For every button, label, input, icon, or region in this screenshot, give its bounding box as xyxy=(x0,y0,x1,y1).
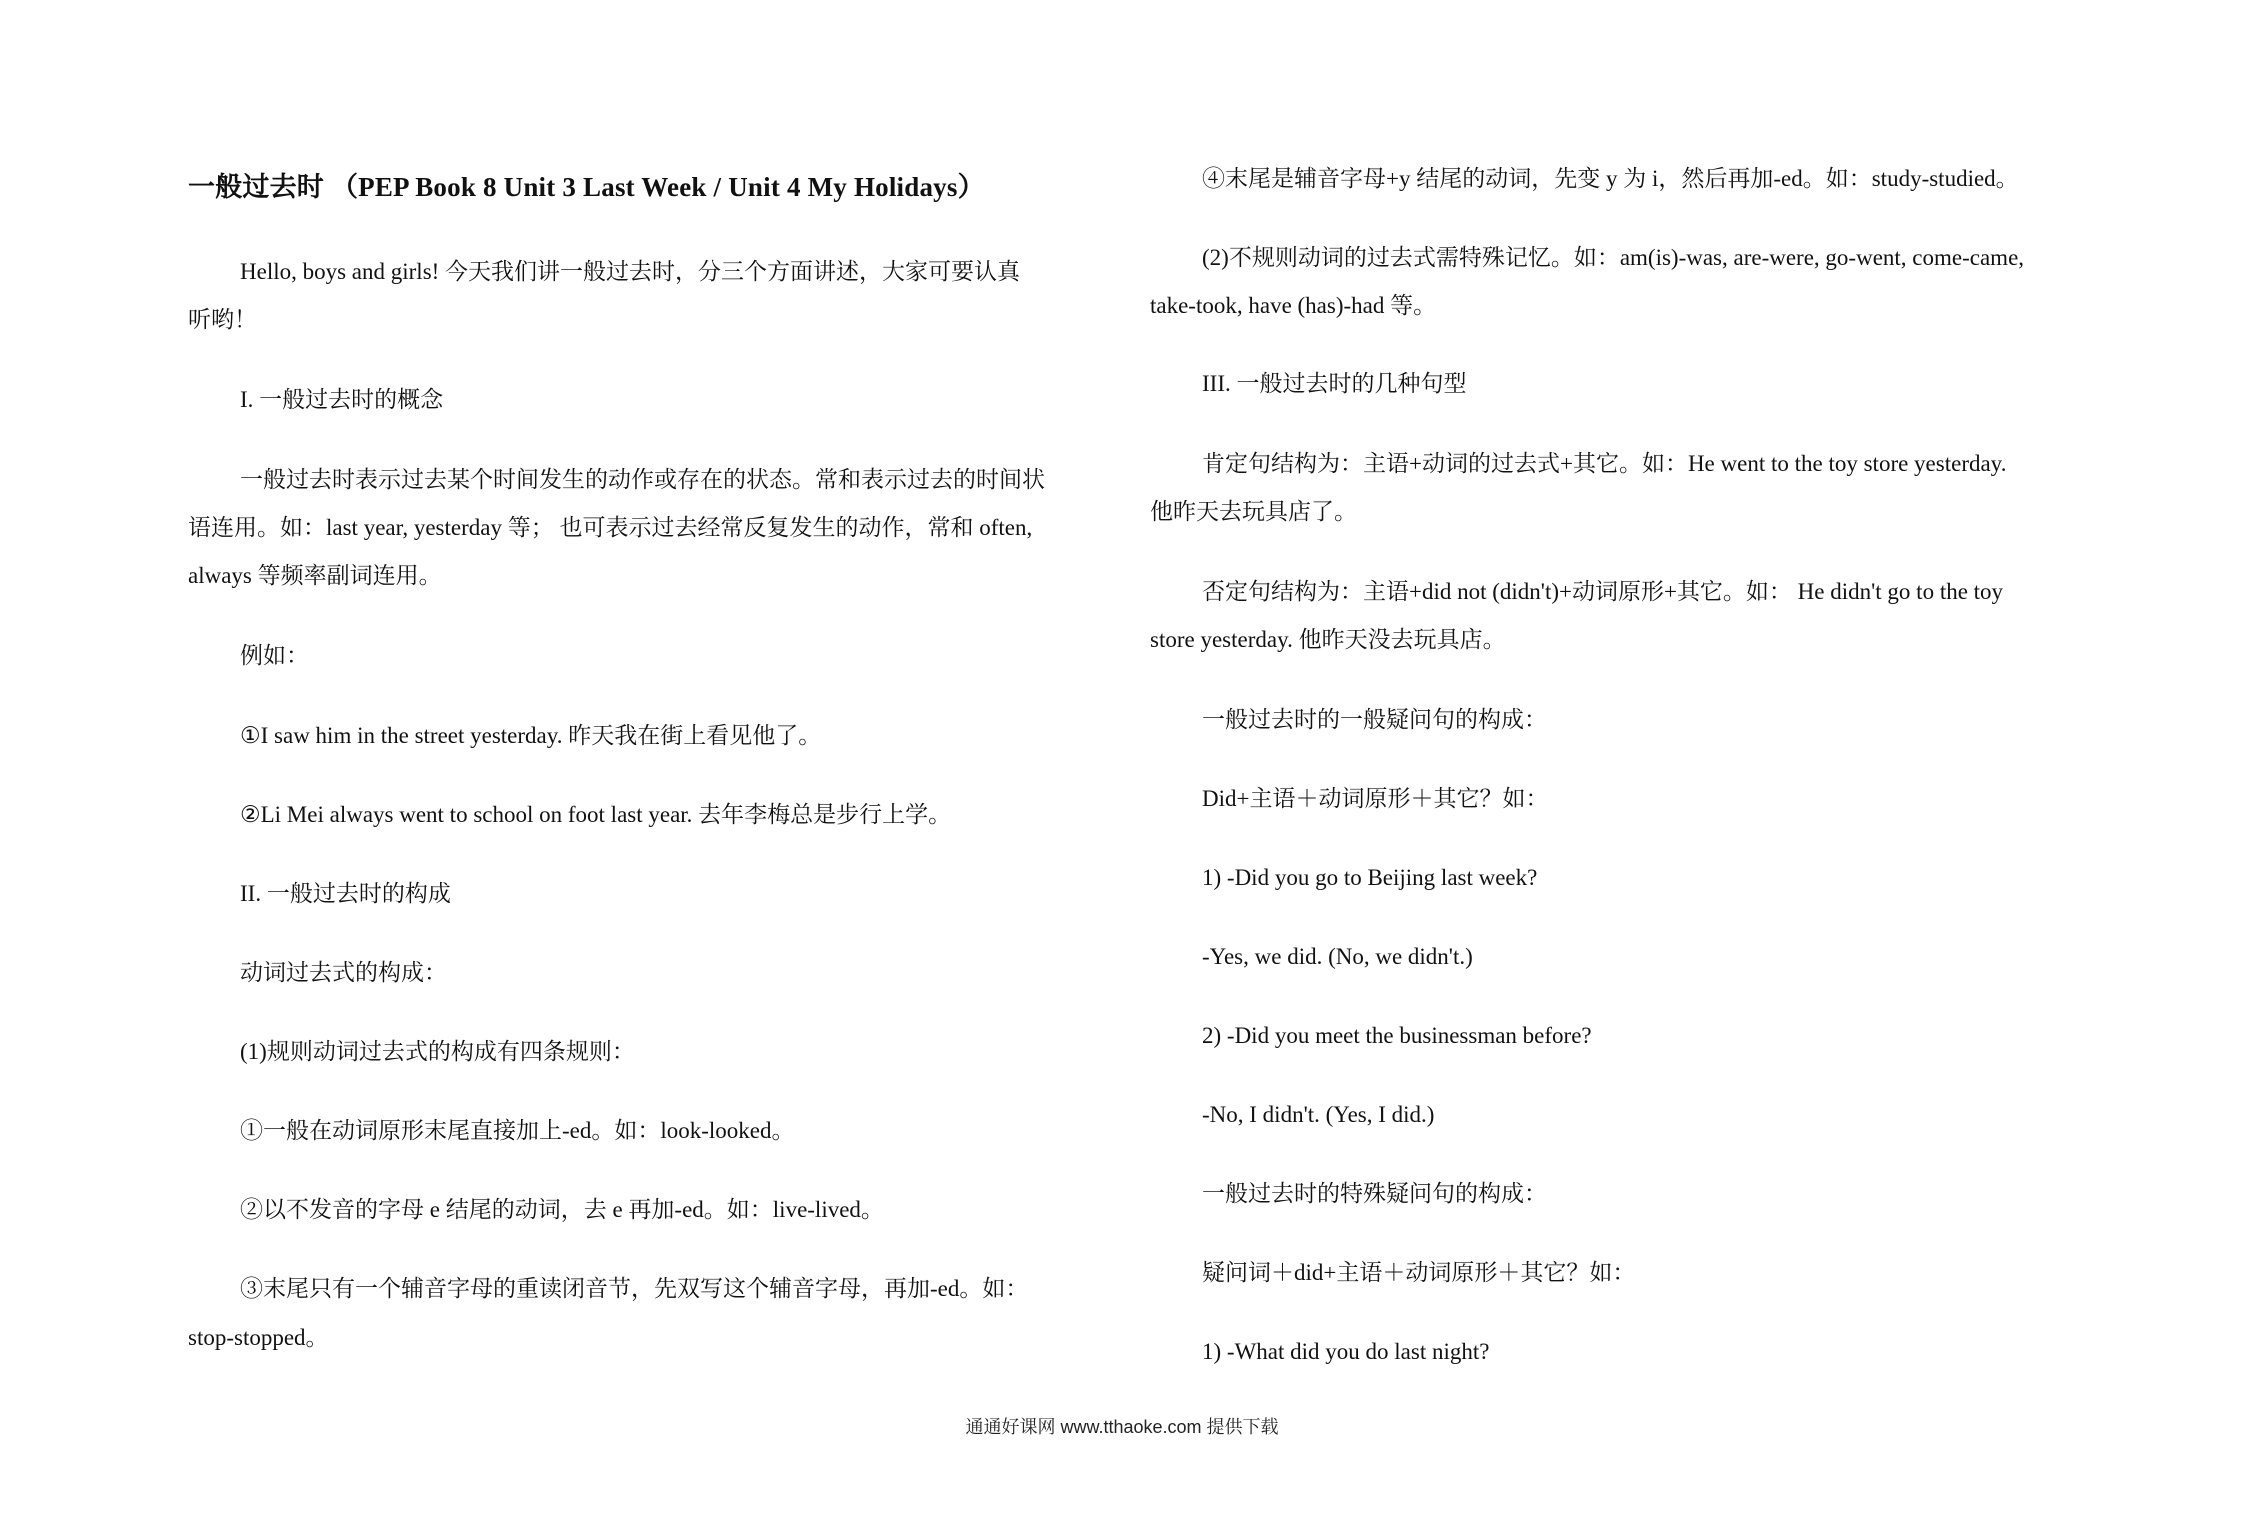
special-question-formula: 疑问词＋did+主语＋动词原形＋其它？如： xyxy=(1202,1260,1636,1285)
rule-3-line-1: ③末尾只有一个辅音字母的重读闭音节，先双写这个辅音字母，再加-ed。如： xyxy=(240,1276,1029,1301)
page-title: 一般过去时 （PEP Book 8 Unit 3 Last Week / Unit 4 My Holidays） xyxy=(188,172,985,202)
general-question-heading: 一般过去时的一般疑问句的构成： xyxy=(1202,707,1547,732)
formation-heading: 动词过去式的构成： xyxy=(240,960,447,985)
rule-1: ①一般在动词原形末尾直接加上-ed。如：look-looked。 xyxy=(240,1118,795,1143)
example-heading: 例如： xyxy=(240,643,309,668)
answer-1: -Yes, we did. (No, we didn't.) xyxy=(1202,944,1473,969)
negative-line-1: 否定句结构为：主语+did not (didn't)+动词原形+其它。如： He didn't go to the toy xyxy=(1202,579,2004,604)
concept-line-3: always 等频率副词连用。 xyxy=(188,563,442,588)
rule-4: ④末尾是辅音字母+y 结尾的动词，先变 y 为 i，然后再加-ed。如：study-studied。 xyxy=(1202,166,2019,191)
intro-line-1: Hello, boys and girls! 今天我们讲一般过去时，分三个方面讲述，大家可要认真 xyxy=(240,259,1021,284)
section-heading-formation: II. 一般过去时的构成 xyxy=(240,881,451,906)
page-footer: 通通好课网 www.tthaoke.com 提供下载 xyxy=(965,1417,1279,1437)
rule-2: ②以不发音的字母 e 结尾的动词，去 e 再加-ed。如：live-lived。 xyxy=(240,1197,884,1222)
special-question-heading: 一般过去时的特殊疑问句的构成： xyxy=(1202,1181,1547,1206)
question-2: 2) -Did you meet the businessman before? xyxy=(1202,1023,1592,1048)
section-heading-concept: I. 一般过去时的概念 xyxy=(240,387,444,412)
regular-rule-heading: (1)规则动词过去式的构成有四条规则： xyxy=(240,1039,635,1064)
affirmative-line-1: 肯定句结构为：主语+动词的过去式+其它。如：He went to the toy store yesterday. xyxy=(1202,451,2007,476)
irregular-line-1: (2)不规则动词的过去式需特殊记忆。如：am(is)-was, are-were, go-went, come-came, xyxy=(1202,245,2025,270)
question-1: 1) -Did you go to Beijing last week? xyxy=(1202,865,1538,890)
affirmative-line-2: 他昨天去玩具店了。 xyxy=(1150,499,1357,524)
rule-3-line-2: stop-stopped。 xyxy=(188,1325,329,1350)
concept-line-2: 语连用。如：last year, yesterday 等； 也可表示过去经常反复发生的动作，常和 often, xyxy=(188,515,1033,540)
concept-line-1: 一般过去时表示过去某个时间发生的动作或存在的状态。常和表示过去的时间状 xyxy=(240,467,1045,492)
section-heading-sentence-types: III. 一般过去时的几种句型 xyxy=(1202,371,1467,396)
negative-line-2: store yesterday. 他昨天没去玩具店。 xyxy=(1150,627,1506,652)
example-sentence-2: ②Li Mei always went to school on foot last year. 去年李梅总是步行上学。 xyxy=(240,802,952,827)
irregular-line-2: take-took, have (has)-had 等。 xyxy=(1150,293,1437,318)
general-question-formula: Did+主语＋动词原形＋其它？如： xyxy=(1202,786,1549,811)
question-3: 1) -What did you do last night? xyxy=(1202,1339,1490,1364)
answer-2: -No, I didn't. (Yes, I did.) xyxy=(1202,1102,1435,1127)
intro-line-2: 听哟！ xyxy=(188,307,257,332)
example-sentence-1: ①I saw him in the street yesterday. 昨天我在街上看见他了。 xyxy=(240,723,822,748)
